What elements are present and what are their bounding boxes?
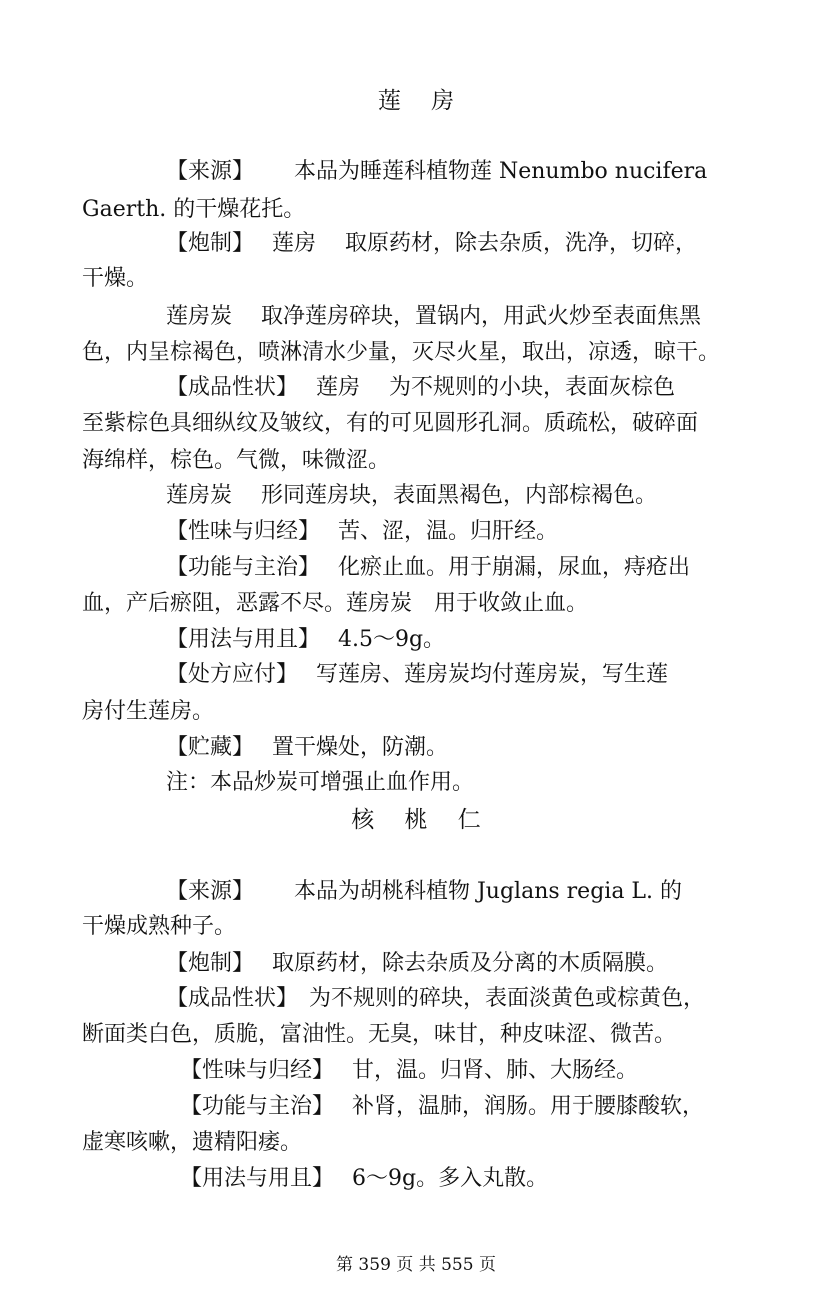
text-line: 血，产后瘀阻，恶露不尽。莲房炭 用于收敛止血。: [82, 591, 589, 616]
section-title: 莲 房: [377, 88, 455, 114]
text-line: 【成品性状】 莲房 为不规则的小块，表面灰棕色: [166, 375, 675, 400]
text-line: 【炮制】 莲房 取原药材，除去杂质，洗净，切碎，: [166, 231, 697, 256]
text-line: 干燥成熟种子。: [82, 914, 237, 939]
text-line: 莲房炭 取净莲房碎块，置锅内，用武火炒至表面焦黑: [166, 304, 701, 329]
text-line: 【用法与用且】 6～9g。多入丸散。: [180, 1166, 549, 1191]
text-line: 莲房炭 形同莲房块，表面黑褐色，内部棕褐色。: [166, 483, 657, 508]
text-line: 【性味与归经】 甘，温。归肾、肺、大肠经。: [180, 1058, 638, 1083]
text-line: 【用法与用且】 4.5～9g。: [166, 627, 446, 652]
text-line: 【贮藏】 置干燥处，防潮。: [166, 735, 448, 760]
text-line: Gaerth. 的干燥花托。: [82, 197, 306, 222]
text-line: 注：本品炒炭可增强止血作用。: [166, 770, 475, 795]
text-line: 【功能与主治】 化瘀止血。用于崩漏，尿血，痔疮出: [166, 555, 690, 580]
text-line: 【成品性状】 为不规则的碎块，表面淡黄色或棕黄色，: [166, 986, 706, 1011]
text-line: 色，内呈棕褐色，喷淋清水少量，灭尽火星，取出，凉透，晾干。: [82, 340, 721, 365]
text-line: 【来源】 本品为睡莲科植物莲 Nenumbo nucifera: [166, 159, 708, 184]
text-line: 干燥。: [82, 266, 149, 291]
page-footer: 第 359 页 共 555 页: [336, 1255, 496, 1275]
text-line: 【功能与主治】 补肾，温肺，润肠。用于腰膝酸软，: [180, 1094, 704, 1119]
text-line: 【性味与归经】 苦、涩，温。归肝经。: [166, 519, 558, 544]
text-line: 【炮制】 取原药材，除去杂质及分离的木质隔膜。: [166, 951, 668, 976]
text-line: 【来源】 本品为胡桃科植物 Juglans regia L. 的: [166, 879, 683, 904]
text-line: 房付生莲房。: [82, 699, 215, 724]
text-line: 断面类白色，质脆，富油性。无臭，味甘，种皮味涩、微苦。: [82, 1022, 677, 1047]
text-line: 虚寒咳嗽，遗精阳痿。: [82, 1130, 303, 1155]
text-line: 海绵样，棕色。气微，味微涩。: [82, 448, 391, 473]
text-line: 【处方应付】 写莲房、莲房炭均付莲房炭，写生莲: [166, 662, 668, 687]
text-line: 至紫棕色具细纵纹及皱纹，有的可见圆形孔洞。质疏松，破碎面: [82, 411, 699, 436]
section-title: 核 桃 仁: [351, 807, 481, 833]
